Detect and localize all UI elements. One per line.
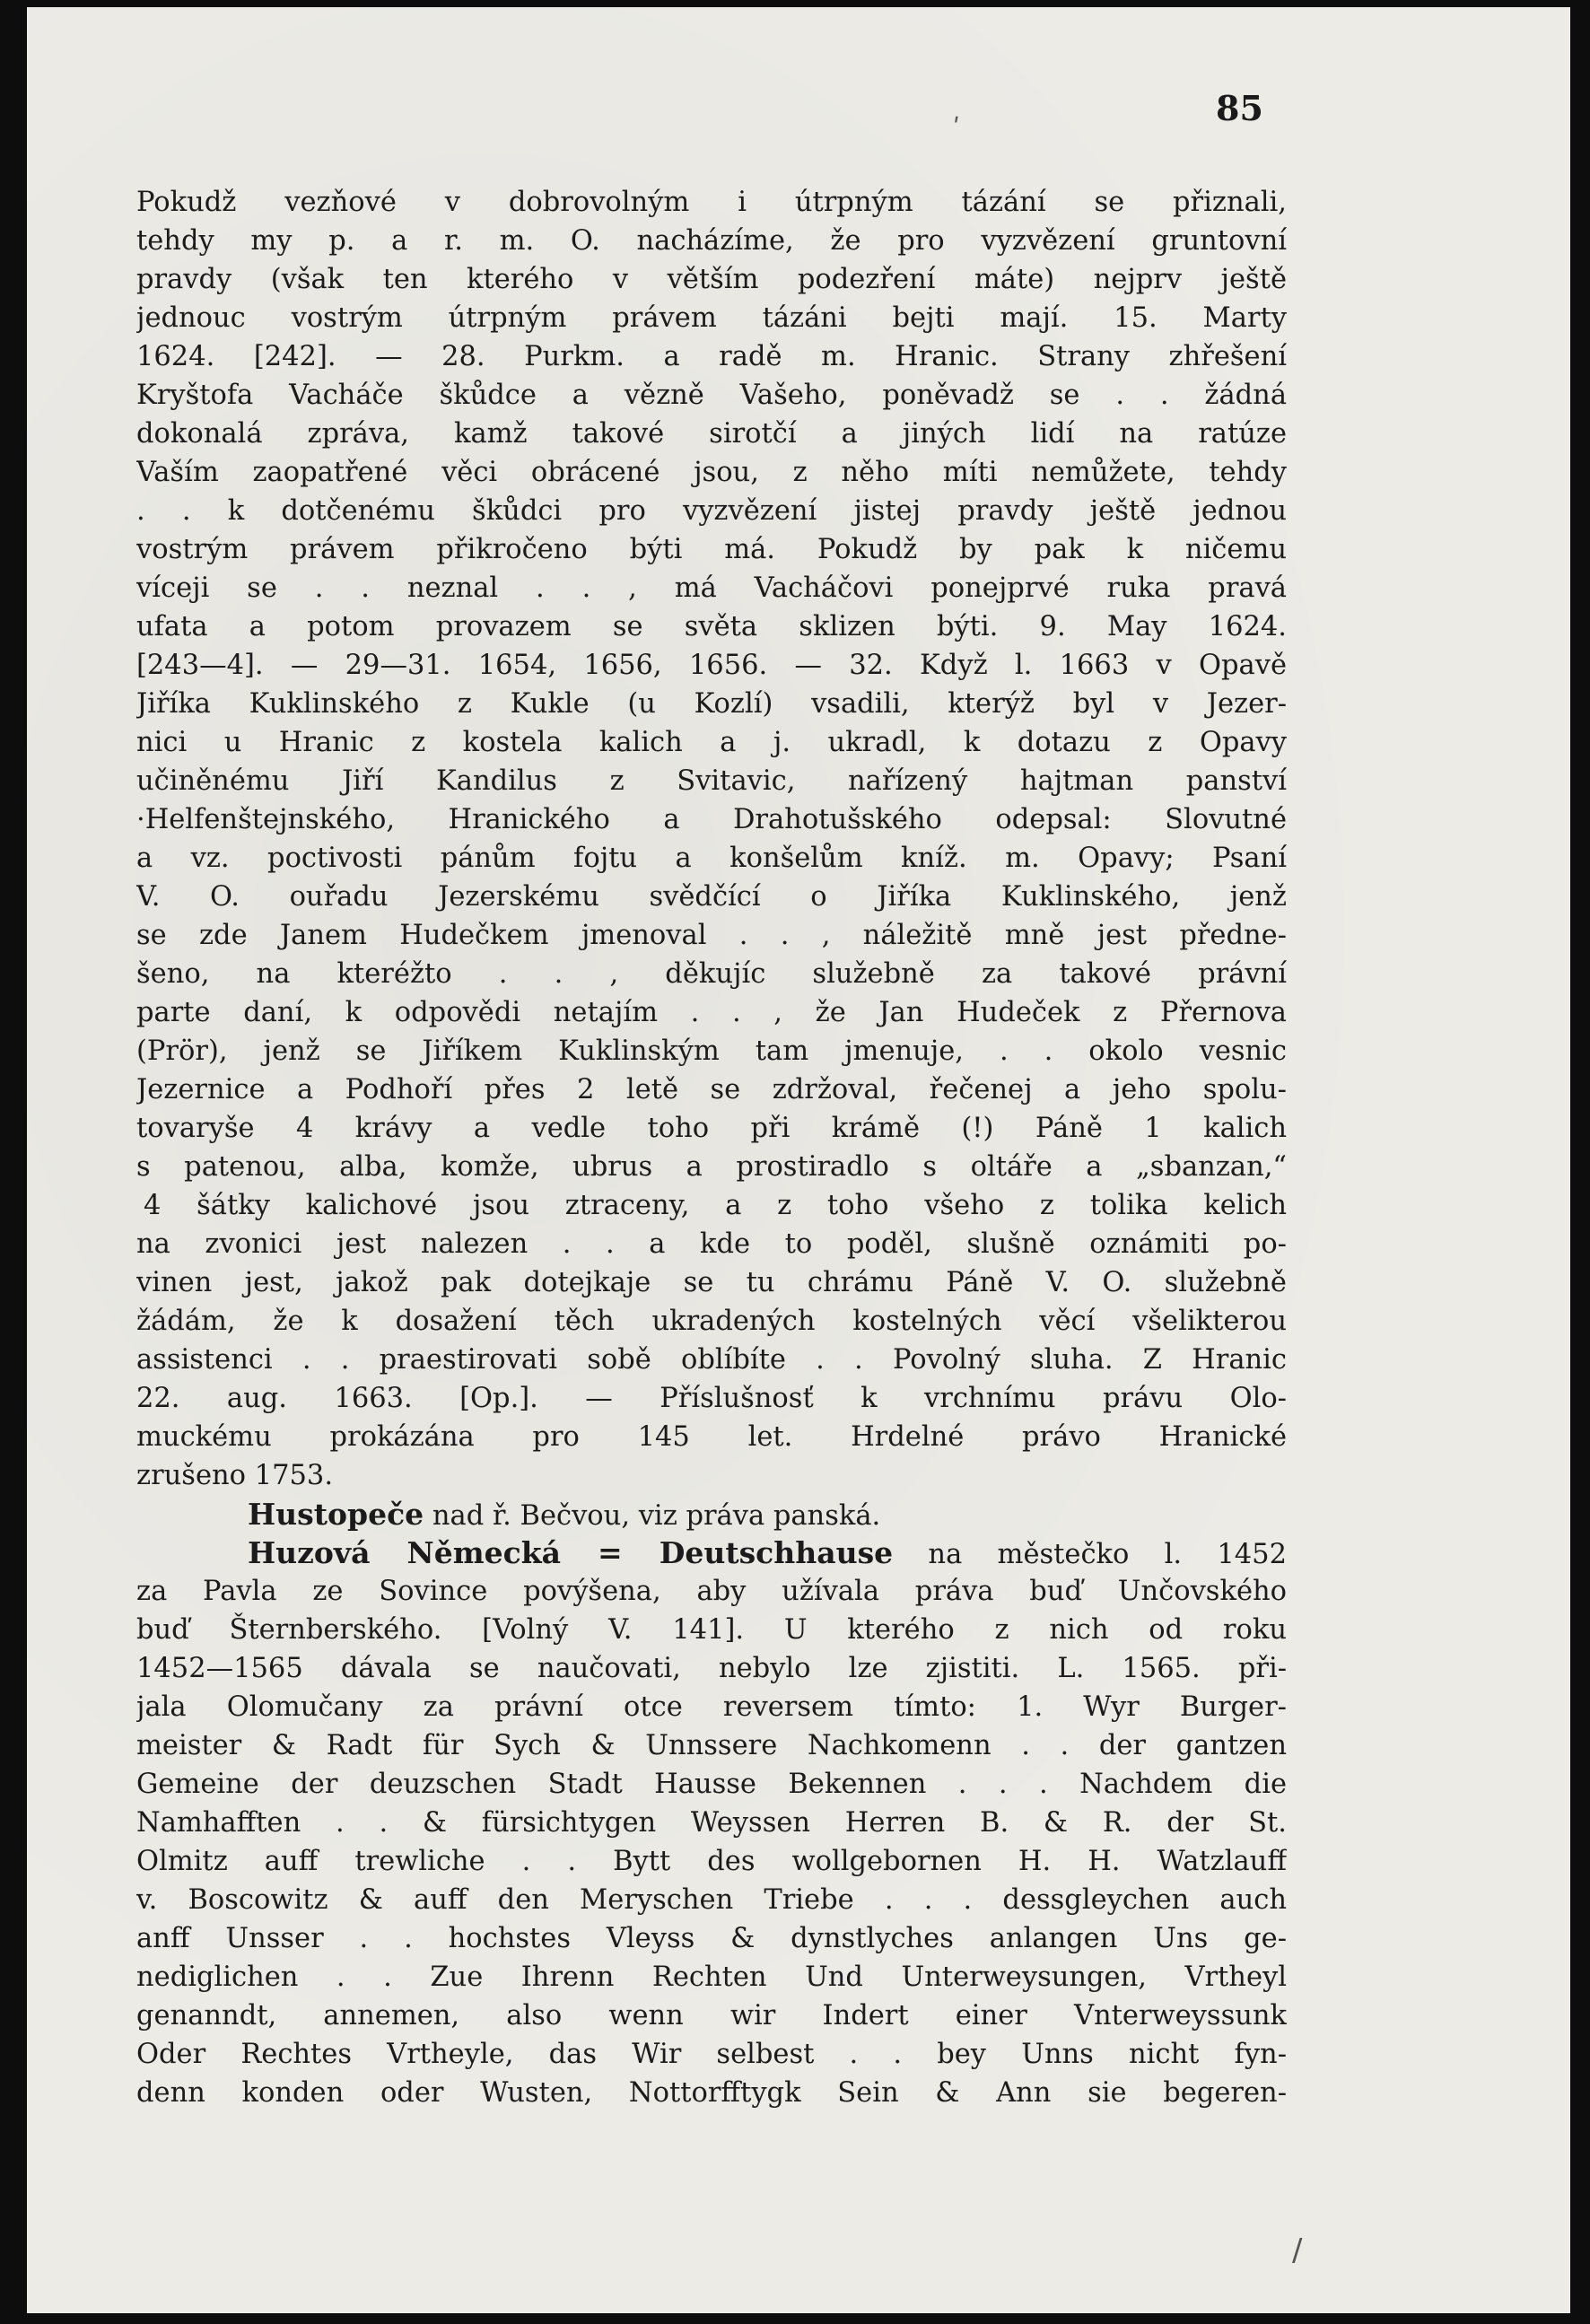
text-line: šeno, na kteréžto . . , děkujíc služebně za takové právní — [136, 958, 1287, 990]
entry-heading: Hustopeče — [248, 1497, 424, 1532]
text-line: vostrým právem přikročeno býti má. Pokudž by pak k ničemu — [136, 534, 1287, 565]
text-line: genanndt, annemen, also wenn wir Indert einer Vnterweyssunk — [136, 2000, 1287, 2031]
entry-text: na městečko l. 1452 — [893, 1539, 1287, 1570]
text-line: ·Helfenštejnského, Hranického a Drahotušského odepsal: Slovutné — [136, 804, 1287, 835]
text-line: víceji se . . neznal . . , má Vacháčovi ponejprvé ruka pravá — [136, 572, 1287, 604]
text-line: dokonalá zpráva, kamž takové sirotčí a jiných lidí na ratúze — [136, 418, 1287, 450]
text-line: s patenou, alba, komže, ubrus a prostiradlo s oltáře a „sbanzan,“ — [136, 1151, 1287, 1183]
text-line: muckému prokázána pro 145 let. Hrdelné právo Hranické — [136, 1421, 1287, 1453]
text-line: pravdy (však ten kterého v větším podezření máte) nejprv ještě — [136, 264, 1287, 295]
page-number: 85 — [1216, 88, 1263, 128]
text-line: 4 šátky kalichové jsou ztraceny, a z toho všeho z tolika kelich — [144, 1190, 1287, 1221]
text-line: Gemeine der deuzschen Stadt Hausse Bekennen . . . Nachdem die — [136, 1769, 1287, 1800]
text-line: (Prör), jenž se Jiříkem Kuklinským tam jmenuje, . . okolo vesnic — [136, 1035, 1287, 1067]
text-line: Oder Rechtes Vrtheyle, das Wir selbest . . bey Unns nicht fyn- — [136, 2039, 1287, 2070]
text-line: denn konden oder Wusten, Nottorfftygk Sein & Ann sie begeren- — [136, 2077, 1287, 2109]
text-line: tovaryše 4 krávy a vedle toho při krámě (!) Páně 1 kalich — [136, 1113, 1287, 1144]
text-line: Pokudž vezňové v dobrovolným i útrpným tázání se přiznali, — [136, 187, 1287, 218]
text-line: se zde Janem Hudečkem jmenoval . . , náležitě mně jest předne- — [136, 920, 1287, 951]
text-line: a vz. poctivosti pánům fojtu a konšelům kníž. m. Opavy; Psaní — [136, 843, 1287, 874]
text-line: Vaším zaopatřené věci obrácené jsou, z něho míti nemůžete, tehdy — [136, 457, 1287, 488]
text-line: nici u Hranic z kostela kalich a j. ukradl, k dotazu z Opavy — [136, 727, 1287, 758]
text-line: Kryštofa Vacháče škůdce a vězně Vašeho, poněvadž se . . žádná — [136, 380, 1287, 411]
entry-line — [136, 1495, 1287, 1533]
entry-text: nad ř. Bečvou, viz práva panská. — [424, 1500, 881, 1532]
text-line: ufata a potom provazem se světa sklizen býti. 9. May 1624. — [136, 611, 1287, 642]
pencil-mark: / — [1292, 2232, 1303, 2268]
text-line: [243—4]. — 29—31. 1654, 1656, 1656. — 32. Když l. 1663 v Opavě — [136, 650, 1287, 681]
text-line: na zvonici jest nalezen . . a kde to poděl, slušně oznámiti po- — [136, 1228, 1287, 1260]
entry-heading: Huzová Německá = Deutschhause — [248, 1535, 894, 1570]
paragraph-hranice — [136, 183, 1287, 1495]
text-line: v. Boscowitz & auff den Meryschen Triebe . . . dessgleychen auch — [136, 1884, 1287, 1916]
text-line: 1452—1565 dávala se naučovati, nebylo lze zjistiti. L. 1565. při- — [136, 1653, 1287, 1684]
text-line: Namhafften . . & fürsichtygen Weyssen Herren B. & R. der St. — [136, 1807, 1287, 1839]
text-line: . . k dotčenému škůdci pro vyzvězení jistej pravdy ještě jednou — [136, 495, 1287, 527]
text-line: učiněnému Jiří Kandilus z Svitavic, nařízený hajtman panství — [136, 765, 1287, 797]
text-line: 1624. [242]. — 28. Purkm. a radě m. Hranic. Strany zhřešení — [136, 341, 1287, 372]
text-line: nediglichen . . Zue Ihrenn Rechten Und Unterweysungen, Vrtheyl — [136, 1961, 1287, 1993]
entry-huzova — [136, 1533, 1287, 2112]
text-line: buď Šternberského. [Volný V. 141]. U kterého z nich od roku — [136, 1614, 1287, 1646]
entry-line — [136, 1533, 1287, 1572]
text-line: assistenci . . praestirovati sobě oblíbíte . . Povolný sluha. Z Hranic — [136, 1344, 1287, 1376]
text-line: Jiříka Kuklinského z Kukle (u Kozlí) vsadili, kterýž byl v Jezer- — [136, 688, 1287, 720]
text-line: meister & Radt für Sych & Unnssere Nachkomenn . . der gantzen — [136, 1730, 1287, 1761]
text-line: vinen jest, jakož pak dotejkaje se tu chrámu Páně V. O. služebně — [136, 1267, 1287, 1298]
entry-hustopece — [136, 1495, 1287, 1533]
text-line: Olmitz auff trewliche . . Bytt des wollgebornen H. H. Watzlauff — [136, 1846, 1287, 1877]
text-line: anff Unsser . . hochstes Vleyss & dynstlyches anlangen Uns ge- — [136, 1923, 1287, 1954]
text-line: žádám, že k dosažení těch ukradených kostelných věcí všelikterou — [136, 1306, 1287, 1337]
ink-mark: ʹ — [953, 113, 960, 143]
text-line: 22. aug. 1663. [Op.]. — Příslušnosť k vrchnímu právu Olo- — [136, 1383, 1287, 1414]
text-line: jednouc vostrým útrpným právem tázáni bejti mají. 15. Marty — [136, 302, 1287, 334]
text-line: za Pavla ze Sovince povýšena, aby užívala práva buď Unčovského — [136, 1576, 1287, 1607]
text-line: zrušeno 1753. — [136, 1460, 334, 1491]
text-line: tehdy my p. a r. m. O. nacházíme, že pro vyzvězení gruntovní — [136, 225, 1287, 257]
text-line: parte daní, k odpovědi netajím . . , že Jan Hudeček z Přernova — [136, 997, 1287, 1028]
text-line: jala Olomučany za právní otce reversem tímto: 1. Wyr Burger- — [136, 1691, 1287, 1723]
text-line: V. O. ouřadu Jezerskému svědčící o Jiříka Kuklinského, jenž — [136, 881, 1287, 913]
page-body — [136, 183, 1287, 2112]
text-line: Jezernice a Podhoří přes 2 letě se zdržoval, řečenej a jeho spolu- — [136, 1074, 1287, 1105]
